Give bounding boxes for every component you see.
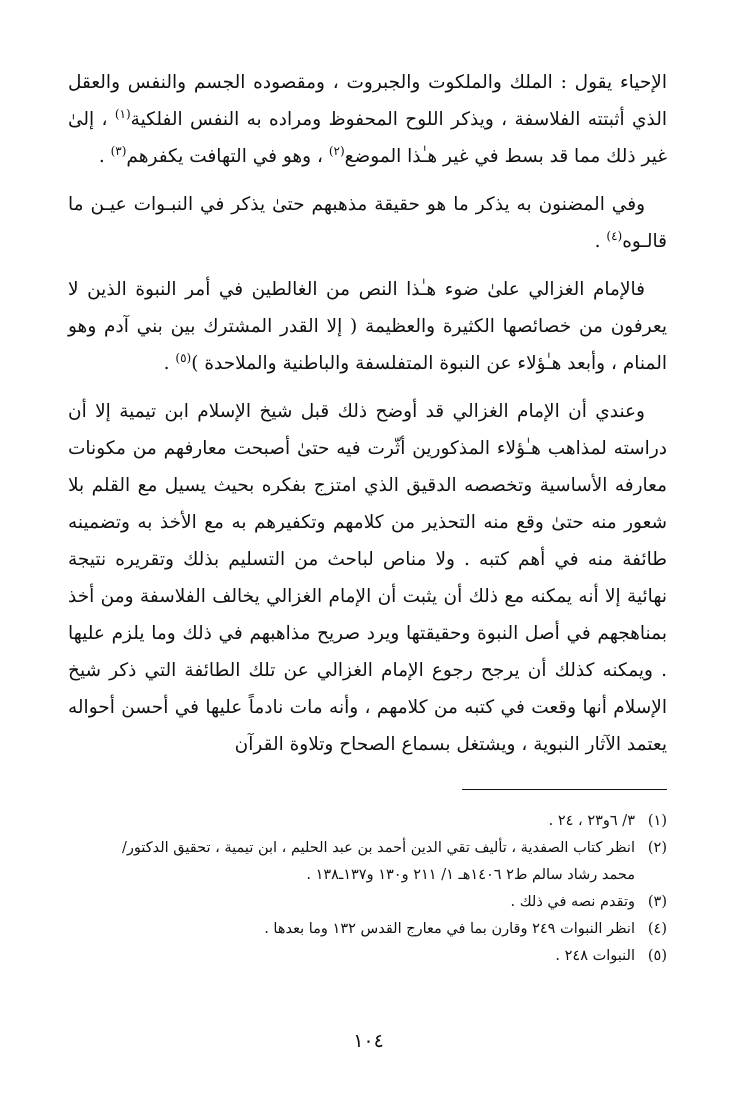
footnote-marker-1: (١) <box>114 106 131 121</box>
paragraph-3-text-2: . <box>163 353 176 374</box>
footnote-number: (٤) <box>647 921 667 937</box>
paragraph-1-text-3: ، وهو في التهافت يكفرهم <box>126 146 329 167</box>
footnote-number: (٥) <box>647 948 667 964</box>
paragraph-4 <box>68 393 667 763</box>
paragraph-2-text: وفي المضنون به يذكر ما هو حقيقة مذهبهم حتىٰ يذكر في النبـوات عيـن ما قالـوه <box>68 194 667 252</box>
footnote-line: ٣/ ٦و٢٣ ، ٢٤ . <box>548 813 635 829</box>
footnote-text <box>68 889 635 916</box>
footnote-marker-4: (٤) <box>606 228 623 243</box>
footnote-line: وتقدم نصه في ذلك . <box>510 894 635 910</box>
footnote-text <box>68 808 635 835</box>
paragraph-1 <box>68 64 667 175</box>
footnote-1 <box>68 808 667 835</box>
footnote-text <box>68 835 635 889</box>
paragraph-1-text: الإحياء يقول : الملك والملكوت والجبروت ، ومقصوده الجسم والنفس والعقل الذي أثبتته الفلاسفة ، ويذكر اللوح المحفوظ ومراده به النفس الفلكية <box>68 72 667 130</box>
footnotes <box>68 808 667 970</box>
paragraph-4-text: وعندي أن الإمام الغزالي قد أوضح ذلك قبل شيخ الإسلام ابن تيمية إلا أن دراسته لمذاهب هـٰؤلاء المذكورين أثّرت فيه حتىٰ أصبحت معارفهم من مكونات معارفه الأساسية وتخصصه الدقيق الذي امتزج بفكره بحيث يسيل مع القلم بلا شعور منه حتىٰ وقع منه التحذير من كلامهم وتكفيرهم به مع الأخذ به وتضمينه طائفة منه في أهم كتبه . ولا مناص لباحث من التسليم بذلك وتقريره نتيجة نهائية إلا أنه يمكنه مع ذلك أن يثبت أن الإمام الغزالي يخالف الفلاسفة ومن أخذ بمناهجهم في أصل النبوة وحقيقتها ويرد صريح مذاهبهم في ذلك وما يلزم عليها . ويمكنه كذلك أن يرجح رجوع الإمام الغزالي عن تلك الطائفة التي ذكر شيخ الإسلام أنها وقعت في كتبه من كلامهم ، وأنه مات نادماً عليها في أحسن أحواله يعتمد الآثار النبوية ، ويشتغل بسماع الصحاح وتلاوة القرآن <box>68 401 667 755</box>
footnote-marker-5: (٥) <box>175 350 192 365</box>
paragraph-2 <box>68 186 667 260</box>
footnote-line: انظر كتاب الصفدية ، تأليف تقي الدين أحمد بن عبد الحليم ، ابن تيمية ، تحقيق الدكتور/ <box>121 840 635 856</box>
paragraph-2-text-2: . <box>594 231 607 252</box>
footnote-4 <box>68 916 667 943</box>
paragraph-3-text: فالإمام الغزالي علىٰ ضوء هـٰذا النص من الغالطين في أمر النبوة الذين لا يعرفون من خصائصها الكثيرة والعظيمة ( إلا القدر المشترك بين بني آدم وهو المنام ، وأبعد هـٰؤلاء عن النبوة المتفلسفة والباطنية والملاحدة ) <box>68 279 667 374</box>
paragraph-1-text-4: . <box>98 146 111 167</box>
main-text <box>68 64 667 763</box>
footnote-text <box>68 916 635 943</box>
footnote-line: النبوات ٢٤٨ . <box>555 948 635 964</box>
footnote-5 <box>68 943 667 970</box>
footnote-line: انظر النبوات ٢٤٩ وقارن بما في معارج القدس ١٣٢ وما بعدها . <box>264 921 635 937</box>
footnote-text <box>68 943 635 970</box>
footnote-marker-3: (٣) <box>110 143 127 158</box>
footnote-number: (٢) <box>647 840 667 856</box>
footnote-line: محمد رشاد سالم ط٢ ١٤٠٦هـ ١/ ٢١١ و١٣٠ و١٣٧ـ١٣٨ . <box>306 867 635 883</box>
page-number: ١٠٤ <box>353 1030 384 1052</box>
paragraph-1-text-2: ، إلىٰ غير ذلك مما قد بسط في غير هـٰذا الموضع <box>68 109 667 167</box>
paragraph-3 <box>68 271 667 382</box>
footnote-3 <box>68 889 667 916</box>
footnote-number: (٣) <box>647 894 667 910</box>
footnote-number: (١) <box>647 813 667 829</box>
footnote-2 <box>68 835 667 889</box>
footnote-divider <box>462 789 667 790</box>
footnote-marker-2: (٢) <box>328 143 345 158</box>
